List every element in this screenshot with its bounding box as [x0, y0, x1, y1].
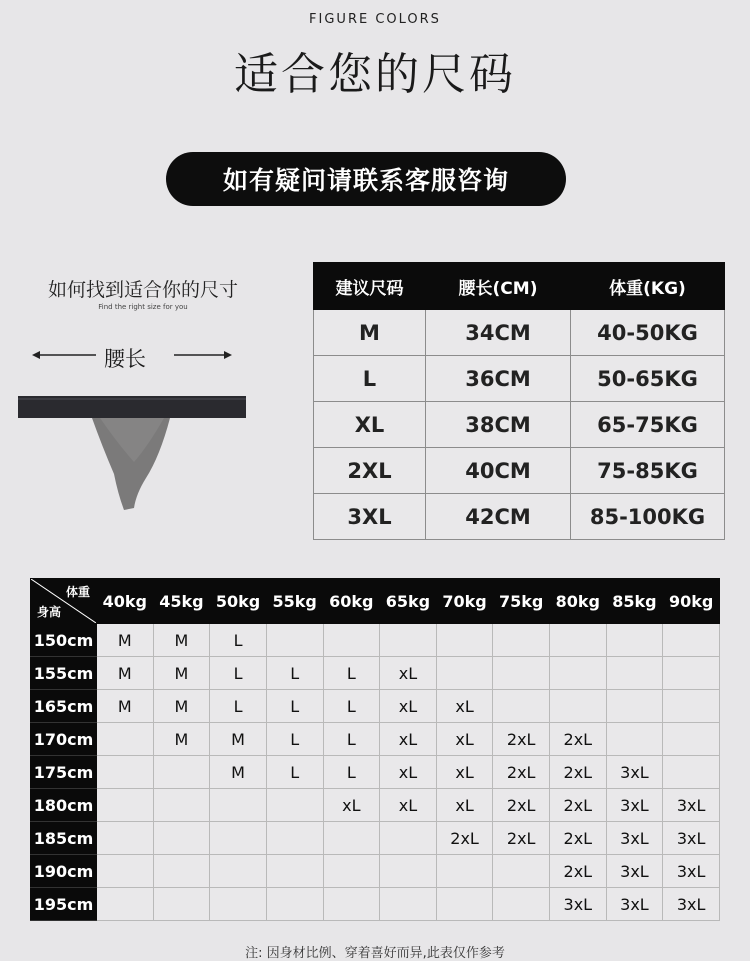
size-recommendation-cell: xL	[436, 690, 493, 723]
size-recommendation-cell	[210, 789, 267, 822]
size-recommendation-cell	[153, 756, 210, 789]
waist-cell: 40CM	[426, 448, 571, 494]
arrow-left-icon	[30, 343, 100, 367]
size-recommendation-cell: xL	[380, 657, 437, 690]
size-table-row	[314, 402, 725, 448]
size-recommendation-cell	[380, 624, 437, 657]
height-row-header: 165cm	[31, 690, 97, 723]
size-recommendation-cell: 3xL	[606, 855, 663, 888]
weight-column-header: 70kg	[436, 579, 493, 624]
size-recommendation-cell: xL	[380, 756, 437, 789]
size-table-header: 建议尺码	[314, 263, 426, 310]
size-table-row	[314, 448, 725, 494]
weight-column-header: 65kg	[380, 579, 437, 624]
size-recommendation-cell: M	[153, 690, 210, 723]
weight-column-header: 55kg	[266, 579, 323, 624]
weight-cell: 65-75KG	[571, 402, 725, 448]
size-recommendation-cell: L	[266, 756, 323, 789]
size-cell: M	[314, 310, 426, 356]
size-recommendation-cell: L	[323, 756, 380, 789]
size-recommendation-cell: L	[210, 657, 267, 690]
size-recommendation-cell: 3xL	[663, 789, 720, 822]
size-recommendation-cell	[436, 624, 493, 657]
size-recommendation-cell	[266, 789, 323, 822]
size-recommendation-cell: 3xL	[663, 822, 720, 855]
grid-row	[31, 624, 720, 657]
grid-row	[31, 888, 720, 921]
waist-cell: 38CM	[426, 402, 571, 448]
size-recommendation-cell: 3xL	[606, 789, 663, 822]
weight-column-header: 60kg	[323, 579, 380, 624]
size-recommendation-cell	[493, 624, 550, 657]
size-table-row	[314, 310, 725, 356]
size-recommendation-cell: xL	[380, 690, 437, 723]
size-recommendation-cell	[97, 756, 154, 789]
size-recommendation-cell: 3xL	[606, 888, 663, 921]
size-recommendation-cell: M	[210, 756, 267, 789]
size-recommendation-cell: 2xL	[550, 789, 607, 822]
size-recommendation-cell	[663, 756, 720, 789]
weight-cell: 50-65KG	[571, 356, 725, 402]
grid-row	[31, 789, 720, 822]
size-recommendation-cell: L	[266, 657, 323, 690]
size-table-row	[314, 356, 725, 402]
size-recommendation-cell: M	[210, 723, 267, 756]
size-recommendation-cell: 3xL	[606, 756, 663, 789]
size-recommendation-cell	[606, 624, 663, 657]
weight-column-header: 50kg	[210, 579, 267, 624]
size-recommendation-cell	[436, 888, 493, 921]
size-recommendation-cell	[493, 855, 550, 888]
size-recommendation-cell	[97, 855, 154, 888]
size-recommendation-cell: L	[323, 690, 380, 723]
weight-column-header: 40kg	[97, 579, 154, 624]
size-recommendation-cell: 2xL	[550, 855, 607, 888]
weight-column-header: 80kg	[550, 579, 607, 624]
size-recommendation-cell	[493, 657, 550, 690]
page-title: 适合您的尺码	[234, 49, 516, 100]
size-guide-subtitle: Find the right size for you	[98, 303, 188, 311]
height-row-header: 155cm	[31, 657, 97, 690]
height-weight-grid	[30, 578, 720, 921]
contact-service-banner: 如有疑问请联系客服咨询	[166, 152, 566, 206]
size-recommendation-cell: 3xL	[663, 888, 720, 921]
size-table	[313, 262, 725, 540]
size-recommendation-cell	[436, 855, 493, 888]
size-recommendation-cell	[663, 624, 720, 657]
size-recommendation-cell: L	[210, 690, 267, 723]
waist-cell: 34CM	[426, 310, 571, 356]
size-recommendation-cell: 2xL	[493, 789, 550, 822]
size-recommendation-cell	[153, 789, 210, 822]
size-recommendation-cell: xL	[436, 756, 493, 789]
size-recommendation-cell	[606, 690, 663, 723]
arrow-right-icon	[172, 343, 234, 367]
size-recommendation-cell	[380, 888, 437, 921]
size-recommendation-cell: xL	[380, 789, 437, 822]
size-recommendation-cell	[380, 855, 437, 888]
size-recommendation-cell: 2xL	[493, 756, 550, 789]
size-recommendation-cell	[493, 888, 550, 921]
size-recommendation-cell: L	[266, 690, 323, 723]
size-recommendation-cell	[97, 888, 154, 921]
grid-row	[31, 690, 720, 723]
size-recommendation-cell: M	[153, 657, 210, 690]
size-recommendation-cell	[323, 888, 380, 921]
height-row-header: 175cm	[31, 756, 97, 789]
size-recommendation-cell	[663, 723, 720, 756]
size-recommendation-cell: 3xL	[606, 822, 663, 855]
size-recommendation-cell: L	[266, 723, 323, 756]
size-recommendation-cell: 2xL	[493, 723, 550, 756]
size-recommendation-cell	[266, 888, 323, 921]
waist-cell: 42CM	[426, 494, 571, 540]
size-recommendation-cell	[266, 822, 323, 855]
size-recommendation-cell	[323, 822, 380, 855]
weight-column-header: 45kg	[153, 579, 210, 624]
brand-subtitle: FIGURE COLORS	[309, 12, 441, 27]
size-recommendation-cell: L	[323, 657, 380, 690]
size-recommendation-cell: M	[97, 624, 154, 657]
size-recommendation-cell: M	[153, 723, 210, 756]
size-recommendation-cell	[606, 723, 663, 756]
size-cell: 2XL	[314, 448, 426, 494]
size-recommendation-cell	[97, 822, 154, 855]
weight-cell: 85-100KG	[571, 494, 725, 540]
size-recommendation-cell: L	[210, 624, 267, 657]
weight-cell: 75-85KG	[571, 448, 725, 494]
height-axis-label: 身高	[37, 605, 62, 619]
size-recommendation-cell: xL	[323, 789, 380, 822]
height-row-header: 195cm	[31, 888, 97, 921]
weight-column-header: 75kg	[493, 579, 550, 624]
grid-row	[31, 657, 720, 690]
grid-row	[31, 723, 720, 756]
size-recommendation-cell: M	[97, 690, 154, 723]
size-recommendation-cell	[436, 657, 493, 690]
size-recommendation-cell	[550, 690, 607, 723]
grid-row	[31, 822, 720, 855]
weight-column-header: 90kg	[663, 579, 720, 624]
size-recommendation-cell	[663, 690, 720, 723]
size-recommendation-cell	[323, 624, 380, 657]
footnote: 注: 因身材比例、穿着喜好而异,此表仅作参考	[245, 946, 505, 961]
size-recommendation-cell	[663, 657, 720, 690]
grid-row	[31, 855, 720, 888]
height-row-header: 190cm	[31, 855, 97, 888]
size-recommendation-cell: 3xL	[550, 888, 607, 921]
size-cell: L	[314, 356, 426, 402]
size-table-row	[314, 494, 725, 540]
height-row-header: 150cm	[31, 624, 97, 657]
size-recommendation-cell	[550, 657, 607, 690]
size-recommendation-cell	[210, 822, 267, 855]
size-recommendation-cell	[97, 723, 154, 756]
size-table-header: 腰长(CM)	[426, 263, 571, 310]
weight-column-header: 85kg	[606, 579, 663, 624]
size-cell: 3XL	[314, 494, 426, 540]
grid-corner-header	[31, 579, 97, 624]
size-recommendation-cell: 3xL	[663, 855, 720, 888]
size-recommendation-cell: 2xL	[493, 822, 550, 855]
size-recommendation-cell	[97, 789, 154, 822]
size-recommendation-cell: 2xL	[550, 822, 607, 855]
size-recommendation-cell: 2xL	[550, 723, 607, 756]
size-recommendation-cell: 2xL	[436, 822, 493, 855]
weight-axis-label: 体重	[65, 585, 90, 599]
size-cell: XL	[314, 402, 426, 448]
size-recommendation-cell	[323, 855, 380, 888]
size-recommendation-cell: xL	[380, 723, 437, 756]
height-row-header: 170cm	[31, 723, 97, 756]
size-recommendation-cell	[266, 624, 323, 657]
size-recommendation-cell	[153, 888, 210, 921]
size-recommendation-cell	[606, 657, 663, 690]
grid-row	[31, 756, 720, 789]
size-recommendation-cell	[266, 855, 323, 888]
waist-cell: 36CM	[426, 356, 571, 402]
size-recommendation-cell: L	[323, 723, 380, 756]
height-row-header: 185cm	[31, 822, 97, 855]
size-recommendation-cell: M	[97, 657, 154, 690]
size-recommendation-cell	[153, 822, 210, 855]
waist-length-label: 腰长	[104, 347, 146, 371]
size-recommendation-cell: xL	[436, 789, 493, 822]
size-recommendation-cell	[153, 855, 210, 888]
size-recommendation-cell: M	[153, 624, 210, 657]
height-row-header: 180cm	[31, 789, 97, 822]
size-recommendation-cell	[210, 888, 267, 921]
size-recommendation-cell	[493, 690, 550, 723]
size-recommendation-cell: xL	[436, 723, 493, 756]
size-recommendation-cell: 2xL	[550, 756, 607, 789]
size-table-header: 体重(KG)	[571, 263, 725, 310]
underwear-illustration	[18, 396, 248, 514]
size-guide-title: 如何找到适合你的尺寸	[47, 279, 238, 301]
size-recommendation-cell	[550, 624, 607, 657]
weight-cell: 40-50KG	[571, 310, 725, 356]
size-recommendation-cell	[380, 822, 437, 855]
size-recommendation-cell	[210, 855, 267, 888]
